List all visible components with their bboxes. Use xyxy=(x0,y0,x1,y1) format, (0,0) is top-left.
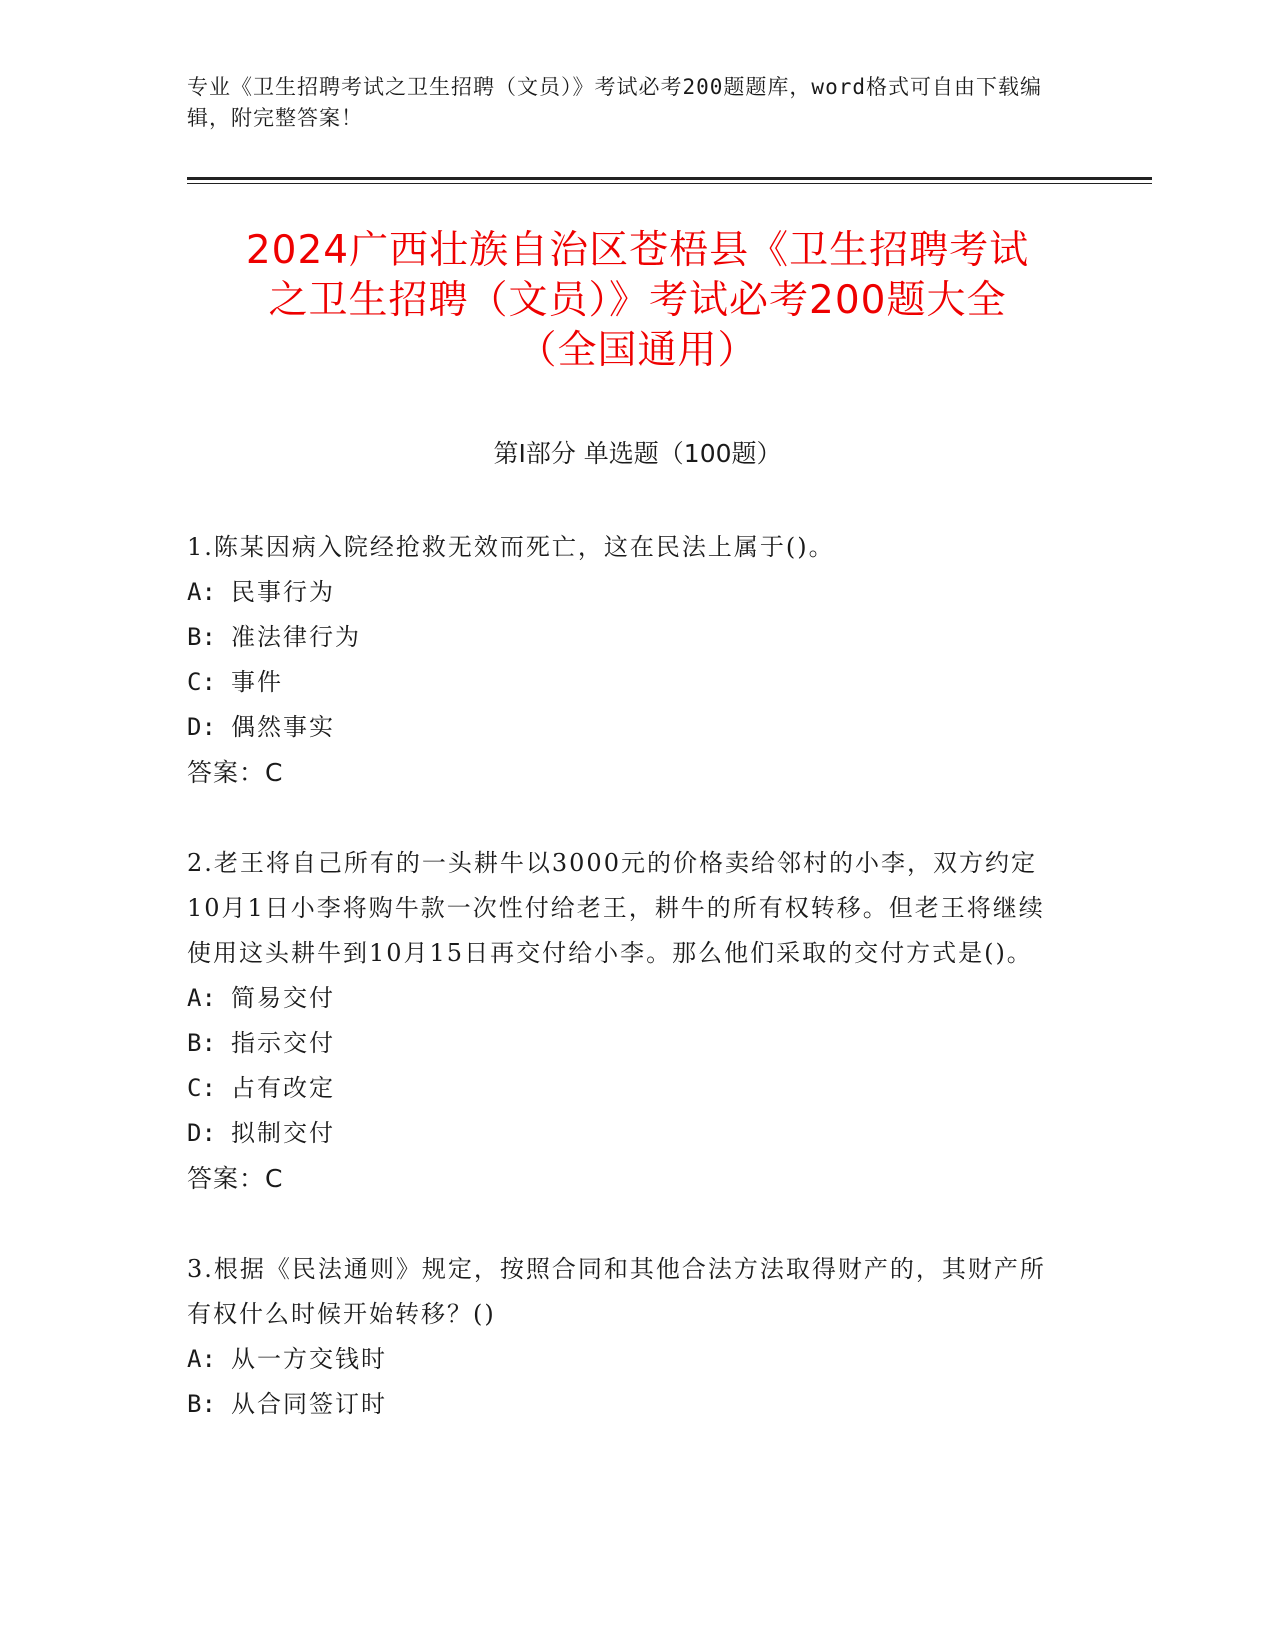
option-text: 简易交付 xyxy=(231,984,335,1012)
question-stem: 2.老王将自己所有的一头耕牛以3000元的价格卖给邻村的小李，双方约定10月1日小李将购牛款一次性付给老王，耕牛的所有权转移。但老王将继续使用这头耕牛到10月15日再交付给小李。那么他们采取的交付方式是()。 xyxy=(187,849,1045,967)
option-text: 从一方交钱时 xyxy=(231,1345,387,1373)
answer: 答案：C xyxy=(187,1164,284,1193)
option-key: D: xyxy=(187,1119,216,1147)
question-stem: 1.陈某因病入院经抢救无效而死亡，这在民法上属于()。 xyxy=(187,533,835,561)
option-key: B: xyxy=(187,1029,216,1057)
option-text: 民事行为 xyxy=(231,578,335,606)
option-text: 从合同签订时 xyxy=(231,1390,387,1418)
option-key: A: xyxy=(187,984,216,1012)
option-key: C: xyxy=(187,1074,216,1102)
option-d xyxy=(187,705,1067,750)
option-key: A: xyxy=(187,578,216,606)
option-a xyxy=(187,570,1067,615)
option-text: 事件 xyxy=(231,668,283,696)
option-key: B: xyxy=(187,623,216,651)
header-note: 专业《卫生招聘考试之卫生招聘（文员）》考试必考200题题库，word格式可自由下载编辑，附完整答案！ xyxy=(187,75,1042,130)
option-text: 准法律行为 xyxy=(231,623,361,651)
question-list xyxy=(187,525,1067,1473)
question-3 xyxy=(187,1247,1067,1427)
question-stem: 3.根据《民法通则》规定，按照合同和其他合法方法取得财产的，其财产所有权什么时候开始转移？() xyxy=(187,1255,1046,1328)
answer: 答案：C xyxy=(187,758,284,787)
option-b xyxy=(187,1382,1067,1427)
option-key: C: xyxy=(187,668,216,696)
title-line-3: （全国通用） xyxy=(517,328,758,373)
option-b xyxy=(187,1021,1067,1066)
title-line-1: 2024广西壮族自治区苍梧县《卫生招聘考试 xyxy=(245,228,1030,273)
option-a xyxy=(187,1337,1067,1382)
option-c xyxy=(187,660,1067,705)
option-key: B: xyxy=(187,1390,216,1418)
option-text: 拟制交付 xyxy=(231,1119,335,1147)
option-a xyxy=(187,976,1067,1021)
option-d xyxy=(187,1111,1067,1156)
question-2 xyxy=(187,841,1067,1201)
option-b xyxy=(187,615,1067,660)
header-divider-thin xyxy=(187,183,1152,184)
option-text: 偶然事实 xyxy=(231,713,335,741)
option-text: 占有改定 xyxy=(231,1074,335,1102)
section-heading: 第Ⅰ部分 单选题（100题） xyxy=(493,439,782,468)
document-title xyxy=(170,226,1105,376)
title-line-2: 之卫生招聘（文员）》考试必考200题大全 xyxy=(268,278,1007,323)
question-1 xyxy=(187,525,1067,795)
option-c xyxy=(187,1066,1067,1111)
option-key: D: xyxy=(187,713,216,741)
option-key: A: xyxy=(187,1345,216,1373)
header-divider-thick xyxy=(187,177,1152,180)
option-text: 指示交付 xyxy=(231,1029,335,1057)
